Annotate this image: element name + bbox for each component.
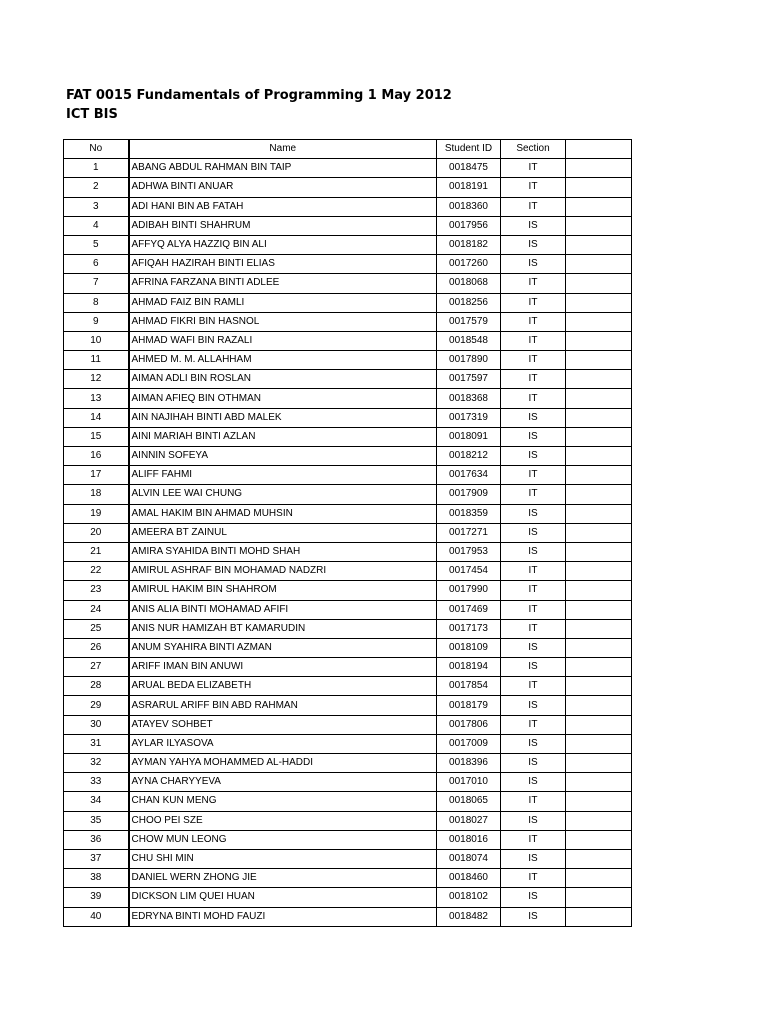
blank-cell <box>566 504 632 523</box>
table-row <box>64 331 632 350</box>
student-id: 0017173 <box>437 619 501 638</box>
student-name: AIN NAJIHAH BINTI ABD MALEK <box>129 408 437 427</box>
row-number: 2 <box>64 178 129 197</box>
row-number: 29 <box>64 696 129 715</box>
student-name: ARUAL BEDA ELIZABETH <box>129 677 437 696</box>
table-row <box>64 159 632 178</box>
student-name: CHAN KUN MENG <box>129 792 437 811</box>
student-name: ATAYEV SOHBET <box>129 715 437 734</box>
student-name: ASRARUL ARIFF BIN ABD RAHMAN <box>129 696 437 715</box>
table-row <box>64 542 632 561</box>
row-number: 9 <box>64 312 129 331</box>
blank-cell <box>566 562 632 581</box>
table-row <box>64 562 632 581</box>
blank-cell <box>566 466 632 485</box>
student-section: IS <box>501 773 566 792</box>
student-name: ALVIN LEE WAI CHUNG <box>129 485 437 504</box>
table-row <box>64 792 632 811</box>
student-name: AMIRUL ASHRAF BIN MOHAMAD NADZRI <box>129 562 437 581</box>
header-name: Name <box>129 140 437 159</box>
blank-cell <box>566 638 632 657</box>
student-id: 0017634 <box>437 466 501 485</box>
table-row <box>64 773 632 792</box>
student-id: 0018182 <box>437 235 501 254</box>
student-name: AFFYQ ALYA HAZZIQ BIN ALI <box>129 235 437 254</box>
document-title: FAT 0015 Fundamentals of Programming 1 May 2012 <box>66 88 452 103</box>
student-section: IS <box>501 658 566 677</box>
row-number: 32 <box>64 754 129 773</box>
row-number: 19 <box>64 504 129 523</box>
student-section: IT <box>501 331 566 350</box>
student-name: AHMAD FAIZ BIN RAMLI <box>129 293 437 312</box>
blank-cell <box>566 658 632 677</box>
row-number: 36 <box>64 830 129 849</box>
student-section: IT <box>501 293 566 312</box>
blank-cell <box>566 754 632 773</box>
table-header <box>64 140 632 159</box>
row-number: 11 <box>64 351 129 370</box>
student-id: 0018179 <box>437 696 501 715</box>
student-section: IS <box>501 408 566 427</box>
student-name: AHMED M. M. ALLAHHAM <box>129 351 437 370</box>
blank-cell <box>566 370 632 389</box>
student-name: DANIEL WERN ZHONG JIE <box>129 869 437 888</box>
blank-cell <box>566 216 632 235</box>
student-id: 0017806 <box>437 715 501 734</box>
student-section: IT <box>501 159 566 178</box>
student-roster-table <box>63 139 632 927</box>
blank-cell <box>566 907 632 926</box>
student-id: 0018460 <box>437 869 501 888</box>
header-extra <box>566 140 632 159</box>
student-section: IT <box>501 312 566 331</box>
student-id: 0018368 <box>437 389 501 408</box>
table-row <box>64 677 632 696</box>
row-number: 24 <box>64 600 129 619</box>
table-row <box>64 255 632 274</box>
row-number: 13 <box>64 389 129 408</box>
student-id: 0017469 <box>437 600 501 619</box>
blank-cell <box>566 581 632 600</box>
student-id: 0018360 <box>437 197 501 216</box>
student-id: 0018074 <box>437 849 501 868</box>
table-row <box>64 351 632 370</box>
blank-cell <box>566 235 632 254</box>
table-row <box>64 504 632 523</box>
student-section: IS <box>501 696 566 715</box>
student-name: ARIFF IMAN BIN ANUWI <box>129 658 437 677</box>
student-id: 0017956 <box>437 216 501 235</box>
blank-cell <box>566 734 632 753</box>
header-student-id: Student ID <box>437 140 501 159</box>
table-row <box>64 312 632 331</box>
table-row <box>64 370 632 389</box>
student-name: EDRYNA BINTI MOHD FAUZI <box>129 907 437 926</box>
row-number: 30 <box>64 715 129 734</box>
student-id: 0018068 <box>437 274 501 293</box>
table-row <box>64 907 632 926</box>
student-name: ANUM SYAHIRA BINTI AZMAN <box>129 638 437 657</box>
table-row <box>64 274 632 293</box>
row-number: 4 <box>64 216 129 235</box>
table-row <box>64 427 632 446</box>
blank-cell <box>566 773 632 792</box>
document-subtitle: ICT BIS <box>66 107 118 122</box>
student-section: IS <box>501 235 566 254</box>
row-number: 8 <box>64 293 129 312</box>
row-number: 26 <box>64 638 129 657</box>
student-section: IT <box>501 274 566 293</box>
student-section: IS <box>501 849 566 868</box>
blank-cell <box>566 408 632 427</box>
row-number: 23 <box>64 581 129 600</box>
table-row <box>64 389 632 408</box>
blank-cell <box>566 159 632 178</box>
student-id: 0018194 <box>437 658 501 677</box>
student-id: 0017260 <box>437 255 501 274</box>
student-name: ABANG ABDUL RAHMAN BIN TAIP <box>129 159 437 178</box>
table-row <box>64 447 632 466</box>
row-number: 3 <box>64 197 129 216</box>
student-section: IT <box>501 351 566 370</box>
table-row <box>64 408 632 427</box>
student-section: IT <box>501 389 566 408</box>
table-row <box>64 696 632 715</box>
student-id: 0017953 <box>437 542 501 561</box>
student-id: 0018102 <box>437 888 501 907</box>
row-number: 31 <box>64 734 129 753</box>
row-number: 35 <box>64 811 129 830</box>
blank-cell <box>566 351 632 370</box>
student-name: AFRINA FARZANA BINTI ADLEE <box>129 274 437 293</box>
row-number: 25 <box>64 619 129 638</box>
student-section: IT <box>501 466 566 485</box>
row-number: 17 <box>64 466 129 485</box>
row-number: 10 <box>64 331 129 350</box>
student-id: 0017909 <box>437 485 501 504</box>
blank-cell <box>566 389 632 408</box>
student-id: 0018256 <box>437 293 501 312</box>
row-number: 16 <box>64 447 129 466</box>
student-name: DICKSON LIM QUEI HUAN <box>129 888 437 907</box>
header-section: Section <box>501 140 566 159</box>
table-row <box>64 523 632 542</box>
student-section: IT <box>501 869 566 888</box>
blank-cell <box>566 619 632 638</box>
student-section: IS <box>501 888 566 907</box>
student-id: 0018091 <box>437 427 501 446</box>
blank-cell <box>566 542 632 561</box>
student-section: IS <box>501 734 566 753</box>
student-section: IT <box>501 581 566 600</box>
student-section: IS <box>501 427 566 446</box>
blank-cell <box>566 696 632 715</box>
blank-cell <box>566 485 632 504</box>
blank-cell <box>566 792 632 811</box>
student-section: IT <box>501 197 566 216</box>
table-row <box>64 658 632 677</box>
table-row <box>64 849 632 868</box>
student-id: 0018027 <box>437 811 501 830</box>
student-section: IT <box>501 562 566 581</box>
blank-cell <box>566 293 632 312</box>
blank-cell <box>566 427 632 446</box>
student-name: AINI MARIAH BINTI AZLAN <box>129 427 437 446</box>
table-row <box>64 715 632 734</box>
student-section: IT <box>501 485 566 504</box>
student-id: 0018109 <box>437 638 501 657</box>
student-name: CHOO PEI SZE <box>129 811 437 830</box>
header-row <box>64 140 632 159</box>
table-row <box>64 466 632 485</box>
table-row <box>64 600 632 619</box>
blank-cell <box>566 830 632 849</box>
student-id: 0018548 <box>437 331 501 350</box>
header-no: No <box>64 140 129 159</box>
student-id: 0017009 <box>437 734 501 753</box>
student-name: AYNA CHARYYEVA <box>129 773 437 792</box>
student-id: 0017271 <box>437 523 501 542</box>
row-number: 38 <box>64 869 129 888</box>
student-name: AHMAD WAFI BIN RAZALI <box>129 331 437 350</box>
row-number: 28 <box>64 677 129 696</box>
student-section: IT <box>501 178 566 197</box>
blank-cell <box>566 849 632 868</box>
student-section: IS <box>501 523 566 542</box>
table-body <box>64 159 632 927</box>
student-section: IS <box>501 754 566 773</box>
student-section: IS <box>501 447 566 466</box>
student-name: AMIRUL HAKIM BIN SHAHROM <box>129 581 437 600</box>
student-section: IS <box>501 638 566 657</box>
table-row <box>64 830 632 849</box>
table-row <box>64 619 632 638</box>
table-row <box>64 485 632 504</box>
table-row <box>64 811 632 830</box>
blank-cell <box>566 523 632 542</box>
blank-cell <box>566 178 632 197</box>
student-id: 0018191 <box>437 178 501 197</box>
student-section: IT <box>501 370 566 389</box>
student-id: 0018482 <box>437 907 501 926</box>
student-id: 0018475 <box>437 159 501 178</box>
student-name: AMAL HAKIM BIN AHMAD MUHSIN <box>129 504 437 523</box>
table-row <box>64 754 632 773</box>
blank-cell <box>566 600 632 619</box>
student-name: AINNIN SOFEYA <box>129 447 437 466</box>
row-number: 40 <box>64 907 129 926</box>
blank-cell <box>566 331 632 350</box>
table-row <box>64 216 632 235</box>
table-row <box>64 235 632 254</box>
table-row <box>64 178 632 197</box>
student-name: AYMAN YAHYA MOHAMMED AL-HADDI <box>129 754 437 773</box>
student-section: IT <box>501 619 566 638</box>
row-number: 20 <box>64 523 129 542</box>
student-name: AYLAR ILYASOVA <box>129 734 437 753</box>
student-section: IS <box>501 504 566 523</box>
student-name: AFIQAH HAZIRAH BINTI ELIAS <box>129 255 437 274</box>
student-id: 0018396 <box>437 754 501 773</box>
row-number: 7 <box>64 274 129 293</box>
student-id: 0018212 <box>437 447 501 466</box>
student-section: IS <box>501 811 566 830</box>
blank-cell <box>566 888 632 907</box>
row-number: 14 <box>64 408 129 427</box>
table-row <box>64 581 632 600</box>
student-id: 0017579 <box>437 312 501 331</box>
student-section: IS <box>501 542 566 561</box>
blank-cell <box>566 274 632 293</box>
row-number: 5 <box>64 235 129 254</box>
student-name: ALIFF FAHMI <box>129 466 437 485</box>
student-section: IS <box>501 907 566 926</box>
student-id: 0017010 <box>437 773 501 792</box>
row-number: 21 <box>64 542 129 561</box>
blank-cell <box>566 255 632 274</box>
student-id: 0018065 <box>437 792 501 811</box>
blank-cell <box>566 869 632 888</box>
student-name: CHOW MUN LEONG <box>129 830 437 849</box>
student-name: AIMAN AFIEQ BIN OTHMAN <box>129 389 437 408</box>
student-id: 0017890 <box>437 351 501 370</box>
student-name: AMIRA SYAHIDA BINTI MOHD SHAH <box>129 542 437 561</box>
student-id: 0017454 <box>437 562 501 581</box>
student-section: IT <box>501 677 566 696</box>
student-name: AIMAN ADLI BIN ROSLAN <box>129 370 437 389</box>
student-name: AHMAD FIKRI BIN HASNOL <box>129 312 437 331</box>
student-section: IT <box>501 830 566 849</box>
row-number: 18 <box>64 485 129 504</box>
blank-cell <box>566 677 632 696</box>
student-id: 0018016 <box>437 830 501 849</box>
row-number: 1 <box>64 159 129 178</box>
row-number: 27 <box>64 658 129 677</box>
student-name: ANIS ALIA BINTI MOHAMAD AFIFI <box>129 600 437 619</box>
student-name: ADI HANI BIN AB FATAH <box>129 197 437 216</box>
student-name: CHU SHI MIN <box>129 849 437 868</box>
row-number: 6 <box>64 255 129 274</box>
student-name: ADIBAH BINTI SHAHRUM <box>129 216 437 235</box>
student-id: 0017597 <box>437 370 501 389</box>
student-id: 0017854 <box>437 677 501 696</box>
student-section: IS <box>501 216 566 235</box>
row-number: 33 <box>64 773 129 792</box>
student-name: ANIS NUR HAMIZAH BT KAMARUDIN <box>129 619 437 638</box>
student-section: IT <box>501 792 566 811</box>
table-row <box>64 734 632 753</box>
table-row <box>64 869 632 888</box>
row-number: 34 <box>64 792 129 811</box>
blank-cell <box>566 447 632 466</box>
table-row <box>64 197 632 216</box>
table-row <box>64 638 632 657</box>
student-section: IT <box>501 600 566 619</box>
row-number: 15 <box>64 427 129 446</box>
student-section: IT <box>501 715 566 734</box>
student-id: 0018359 <box>437 504 501 523</box>
blank-cell <box>566 715 632 734</box>
student-section: IS <box>501 255 566 274</box>
blank-cell <box>566 312 632 331</box>
student-name: ADHWA BINTI ANUAR <box>129 178 437 197</box>
row-number: 22 <box>64 562 129 581</box>
student-id: 0017990 <box>437 581 501 600</box>
row-number: 12 <box>64 370 129 389</box>
student-id: 0017319 <box>437 408 501 427</box>
blank-cell <box>566 811 632 830</box>
row-number: 39 <box>64 888 129 907</box>
row-number: 37 <box>64 849 129 868</box>
table-row <box>64 293 632 312</box>
table-row <box>64 888 632 907</box>
student-name: AMEERA BT ZAINUL <box>129 523 437 542</box>
blank-cell <box>566 197 632 216</box>
